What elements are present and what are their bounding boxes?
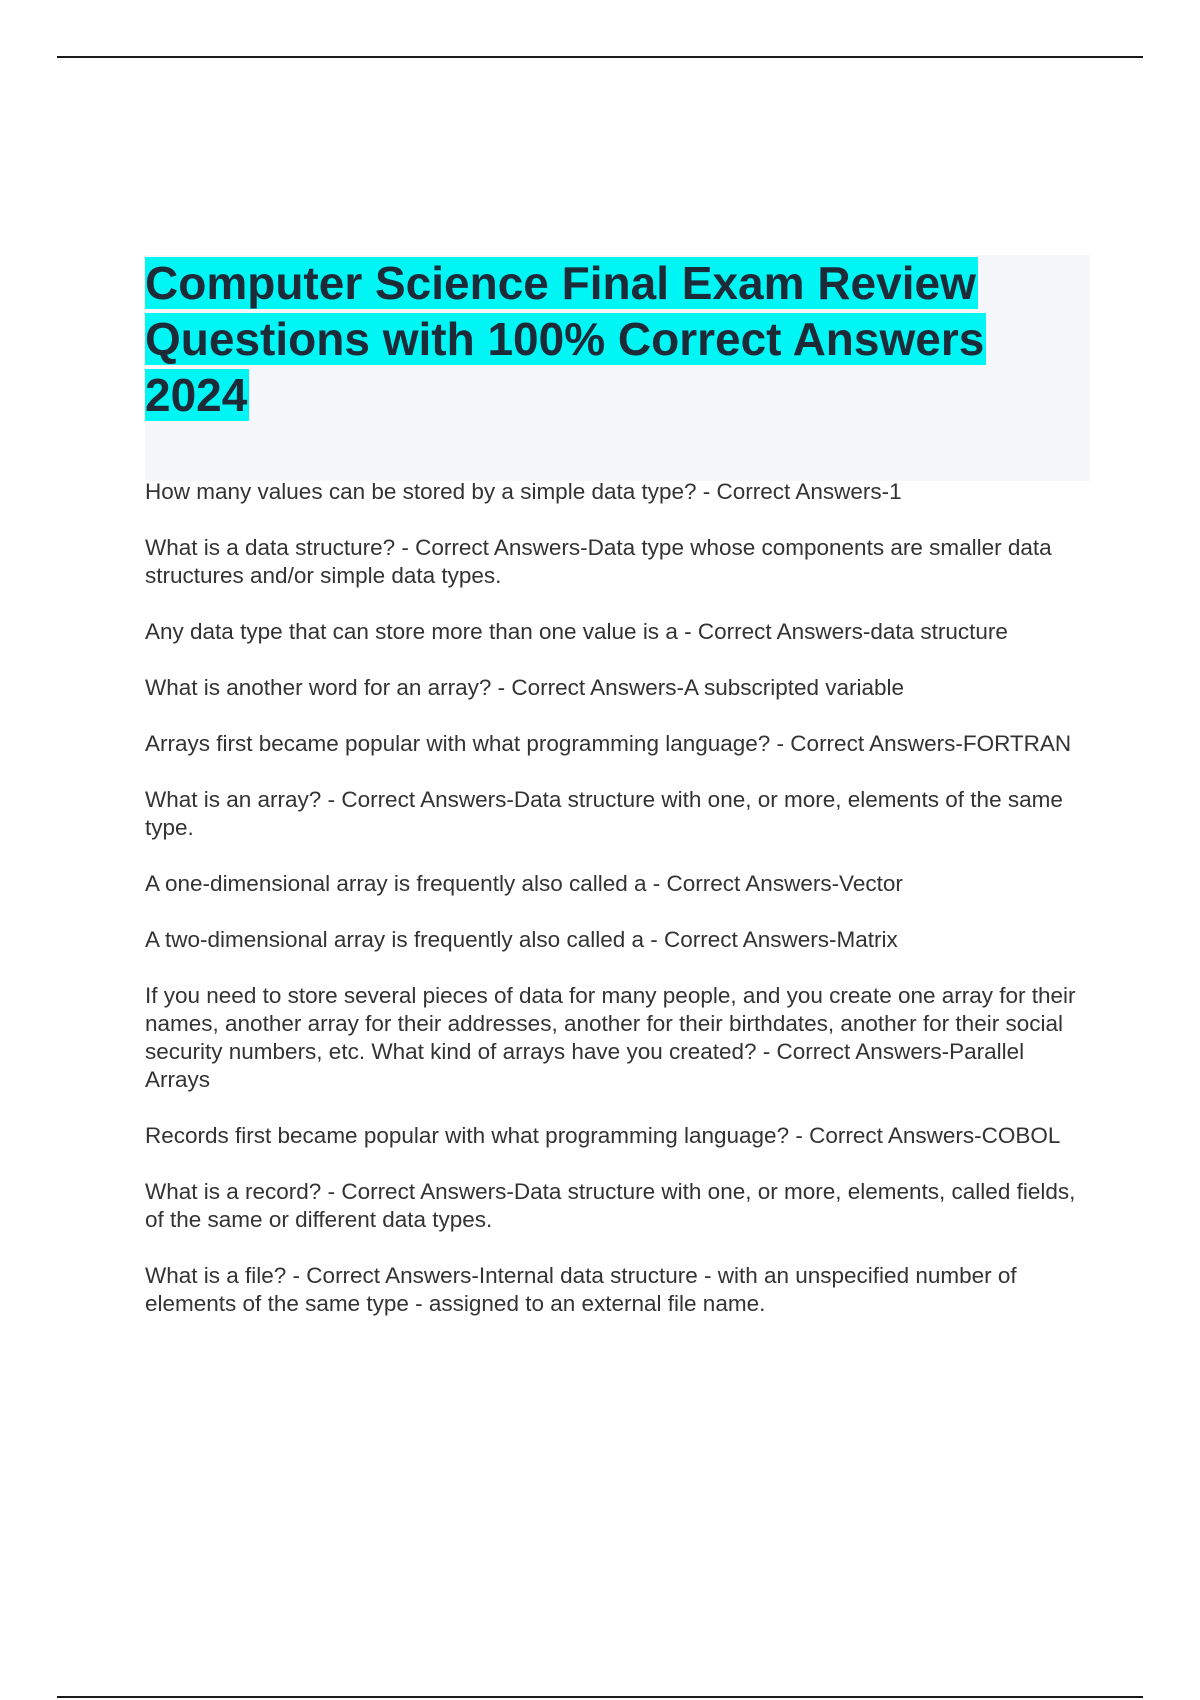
qa-item: What is a data structure? - Correct Answers-Data type whose components are smaller data structures and/or simple data types. bbox=[145, 535, 1052, 588]
qa-list bbox=[145, 478, 1090, 1346]
qa-item: What is a record? - Correct Answers-Data structure with one, or more, elements, called fields, of the same or different data types. bbox=[145, 1179, 1076, 1232]
document-title bbox=[145, 255, 1045, 423]
qa-item: If you need to store several pieces of data for many people, and you create one array for their names, another array for their addresses, another for their birthdates, another for their social security numbers, etc. What kind of arrays have you created? - Correct Answers-Parallel Arrays bbox=[145, 983, 1076, 1092]
qa-item: A one-dimensional array is frequently also called a - Correct Answers-Vector bbox=[145, 871, 903, 896]
qa-item: What is another word for an array? - Correct Answers-A subscripted variable bbox=[145, 675, 905, 700]
qa-item: Records first became popular with what programming language? - Correct Answers-COBOL bbox=[145, 1123, 1061, 1148]
qa-item: Any data type that can store more than one value is a - Correct Answers-data structure bbox=[145, 619, 1008, 644]
bottom-rule bbox=[57, 1696, 1143, 1698]
title-highlight: Computer Science Final Exam Review Questions with 100% Correct Answers 2024 bbox=[145, 257, 985, 421]
qa-item: A two-dimensional array is frequently also called a - Correct Answers-Matrix bbox=[145, 927, 898, 952]
qa-item: What is an array? - Correct Answers-Data structure with one, or more, elements of the same type. bbox=[145, 787, 1063, 840]
qa-item: How many values can be stored by a simple data type? - Correct Answers-1 bbox=[145, 479, 902, 504]
qa-item: What is a file? - Correct Answers-Internal data structure - with an unspecified number of elements of the same type - assigned to an external file name. bbox=[145, 1263, 1017, 1316]
top-rule bbox=[57, 56, 1143, 58]
qa-item: Arrays first became popular with what programming language? - Correct Answers-FORTRAN bbox=[145, 731, 1072, 756]
title-block bbox=[145, 255, 1090, 481]
